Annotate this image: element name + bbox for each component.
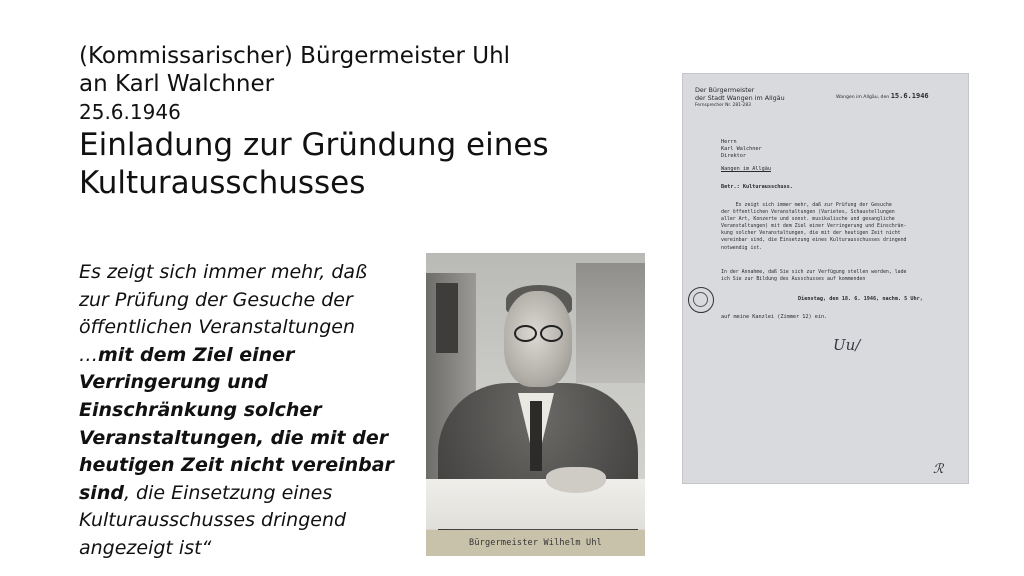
slide-headline-line1: Einladung zur Gründung eines xyxy=(79,127,549,163)
quote-line xyxy=(79,342,424,370)
quote-line xyxy=(79,425,424,453)
letter-meeting-date: Dienstag, den 18. 6. 1946, nachm. 5 Uhr, xyxy=(798,296,923,302)
address-city: Wangen im Allgäu xyxy=(721,166,771,172)
glasses-icon xyxy=(514,325,564,339)
slide-date: 25.6.1946 xyxy=(79,100,181,124)
stamp-icon xyxy=(688,287,714,313)
quote-bold: heutigen Zeit nicht vereinbar xyxy=(79,454,394,477)
letter-place-date xyxy=(836,92,929,100)
quote-bold: Einschränkung solcher xyxy=(79,398,322,421)
quote-line: öffentlichen Veranstaltungen xyxy=(79,316,356,339)
quote-line: Es zeigt sich immer mehr, daß xyxy=(79,261,368,283)
place-date-prefix: Wangen im Allgäu, den xyxy=(836,95,890,100)
quote-line xyxy=(79,369,424,397)
handwritten-mark-icon: ℛ xyxy=(933,462,944,477)
ellipsis: … xyxy=(79,343,98,366)
portrait-caption: Bürgermeister Wilhelm Uhl xyxy=(469,538,602,548)
sender-line: Der Bürgermeister xyxy=(695,86,755,94)
quote-line xyxy=(79,452,424,480)
portrait-photo xyxy=(426,253,645,556)
quote-line xyxy=(79,397,424,425)
letter-date: 15.6.1946 xyxy=(890,92,929,100)
background-wall xyxy=(576,263,645,383)
window-shape xyxy=(436,283,458,353)
quote-line: zur Prüfung der Gesuche der xyxy=(79,288,353,311)
signature-icon: Uu/ xyxy=(833,336,861,354)
letter-sender xyxy=(695,86,785,110)
quote-bold: sind xyxy=(79,481,124,504)
quote-line: Kulturausschusses dringend xyxy=(79,509,347,532)
quote-block xyxy=(79,259,424,563)
slide-headline-line2: Kulturausschusses xyxy=(79,165,366,201)
sender-line: der Stadt Wangen im Allgäu xyxy=(695,94,785,102)
slide-title-line1: (Kommissarischer) Bürgermeister Uhl xyxy=(79,43,511,69)
quote-bold: mit dem Ziel einer xyxy=(98,343,295,366)
quote-bold: Verringerung und xyxy=(79,371,268,394)
address-line: Direktor xyxy=(721,153,746,159)
slide-header xyxy=(79,42,619,202)
hand-shape xyxy=(546,467,606,493)
head-shape xyxy=(504,291,572,387)
quote-bold: Veranstaltungen, die mit der xyxy=(79,426,389,449)
letter-address xyxy=(721,139,771,173)
letter-body-paragraph: Es zeigt sich immer mehr, daß zur Prüfung der Gesuche der öffentlichen Veranstaltungen (Varietes, Schaustellungen aller Art, Konzerte und sonst. musikalische und gesangliche Veranstaltungen) mit dem Ziel einer Verringerung und Einschrän- kung solcher Veranstaltungen, die mit der heutigen Zeit nicht vereinbar sind, die Einsetzung eines Kulturausschusses dringend notwendig ist. xyxy=(721,202,907,251)
letter-scan xyxy=(682,73,969,484)
sender-phone: Fernsprecher Nr. 281-283 xyxy=(695,103,751,108)
desk-shape xyxy=(426,479,645,529)
letter-closing: auf meine Kanzlei (Zimmer 12) ein. xyxy=(721,314,828,320)
letter-subject: Betr.: Kulturausschuss. xyxy=(721,184,793,190)
tie-shape xyxy=(530,401,542,471)
slide-title-line2: an Karl Walchner xyxy=(79,71,275,97)
portrait-caption-strip xyxy=(426,530,645,556)
quote-line: angezeigt ist“ xyxy=(79,536,212,559)
address-line: Karl Walchner xyxy=(721,146,762,152)
address-line: Herrn xyxy=(721,139,737,145)
quote-line xyxy=(79,480,424,508)
letter-body-paragraph: In der Annahme, daß Sie sich zur Verfügung stellen werden, lade ich Sie zur Bildung des Ausschusses auf kommenden xyxy=(721,269,907,283)
quote-rest: , die Einsetzung eines xyxy=(123,481,333,504)
